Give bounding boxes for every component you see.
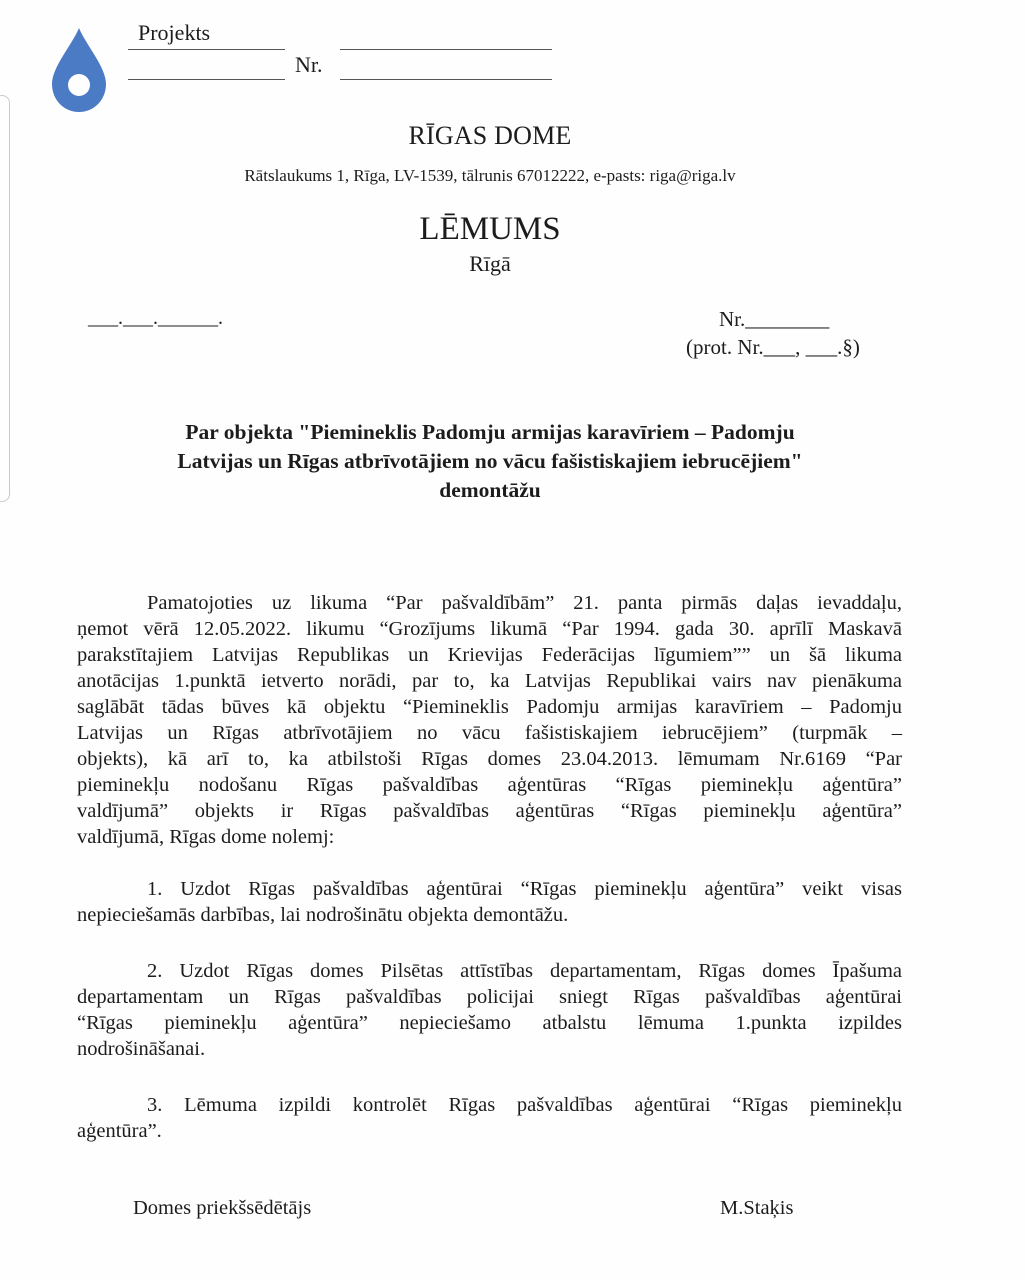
decision-point-1 [77, 876, 902, 928]
paragraph-line: anotācijas 1.punktā ietverto norādi, par to, ka Latvijas Republikai vairs nav pienākuma [77, 670, 902, 692]
project-line-bottom-right [340, 79, 552, 80]
paragraph-line: departamentam un Rīgas pašvaldības policijai sniegt Rīgas pašvaldības aģentūrai [77, 986, 902, 1008]
date-placeholder: ___.___.______. [88, 307, 223, 329]
decision-point-2 [77, 958, 902, 1062]
water-drop-icon [50, 27, 108, 113]
phone-edge-frame [0, 95, 10, 502]
title-line: Par objekta "Piemineklis Padomju armijas karavīriem – Padomju [185, 420, 795, 444]
paragraph-line: Pamatojoties uz likuma “Par pašvaldībām” 21. panta pirmās daļas ievaddaļu, [147, 592, 902, 614]
decision-point-3 [77, 1092, 902, 1144]
signatory-name: M.Staķis [720, 1197, 794, 1219]
paragraph-line: nodrošināšanai. [77, 1038, 206, 1060]
project-line-top-left [128, 49, 285, 50]
organization-name: RĪGAS DOME [408, 121, 572, 150]
paragraph-line: objekts), kā arī to, ka atbilstoši Rīgas domes 23.04.2013. lēmumam Nr.6169 “Par [77, 748, 902, 770]
paragraph-line: 2. Uzdot Rīgas domes Pilsētas attīstības departamentam, Rīgas domes Īpašuma [147, 960, 902, 982]
paragraph-line: ņemot vērā 12.05.2022. likumu “Grozījums likumā “Par 1994. gada 30. aprīlī Maskavā [77, 618, 902, 640]
decision-title [70, 418, 910, 505]
paragraph-line: nepieciešamās darbības, lai nodrošinātu objekta demontāžu. [77, 904, 569, 926]
project-line-top-right [340, 49, 552, 50]
paragraph-line: valdījumā, Rīgas dome nolemj: [77, 826, 335, 848]
organization-address: Rātslaukums 1, Rīga, LV-1539, tālrunis 67012222, e-pasts: riga@riga.lv [244, 166, 736, 185]
paragraph-line: “Rīgas pieminekļu aģentūra” nepieciešamo atbalstu lēmuma 1.punkta izpildes [77, 1012, 902, 1034]
signatory-title: Domes priekšsēdētājs [133, 1197, 312, 1219]
decision-number: Nr.________ [719, 307, 830, 331]
paragraph-line: parakstītajiem Latvijas Republikas un Krievijas Federācijas līgumiem”” un šā likuma [77, 644, 902, 666]
paragraph-line: saglābāt tādas būves kā objektu “Piemineklis Padomju armijas karavīriem – Padomju [77, 696, 902, 718]
project-line-bottom-left [128, 79, 285, 80]
intro-paragraph [77, 590, 902, 850]
document-type: LĒMUMS [419, 211, 561, 247]
paragraph-line: pieminekļu nodošanu Rīgas pašvaldības aģentūras “Rīgas pieminekļu aģentūra” [77, 774, 902, 796]
paragraph-line: aģentūra”. [77, 1120, 162, 1142]
paragraph-line: Latvijas un Rīgas atbrīvotājiem no vācu fašistiskajiem iebrucējiem” (turpmāk – [77, 722, 902, 744]
project-number-label: Nr. [295, 52, 323, 77]
document-place: Rīgā [469, 251, 511, 276]
title-line: Latvijas un Rīgas atbrīvotājiem no vācu fašistiskajiem iebrucējiem" [177, 449, 803, 473]
paragraph-line: 1. Uzdot Rīgas pašvaldības aģentūrai “Rīgas pieminekļu aģentūra” veikt visas [147, 878, 902, 900]
protocol-number: (prot. Nr.___, ___.§) [686, 335, 860, 359]
paragraph-line: valdījumā” objekts ir Rīgas pašvaldības aģentūras “Rīgas pieminekļu aģentūra” [77, 800, 902, 822]
title-line: demontāžu [439, 478, 541, 502]
project-label: Projekts [138, 20, 211, 45]
paragraph-line: 3. Lēmuma izpildi kontrolēt Rīgas pašvaldības aģentūrai “Rīgas pieminekļu [147, 1094, 902, 1116]
